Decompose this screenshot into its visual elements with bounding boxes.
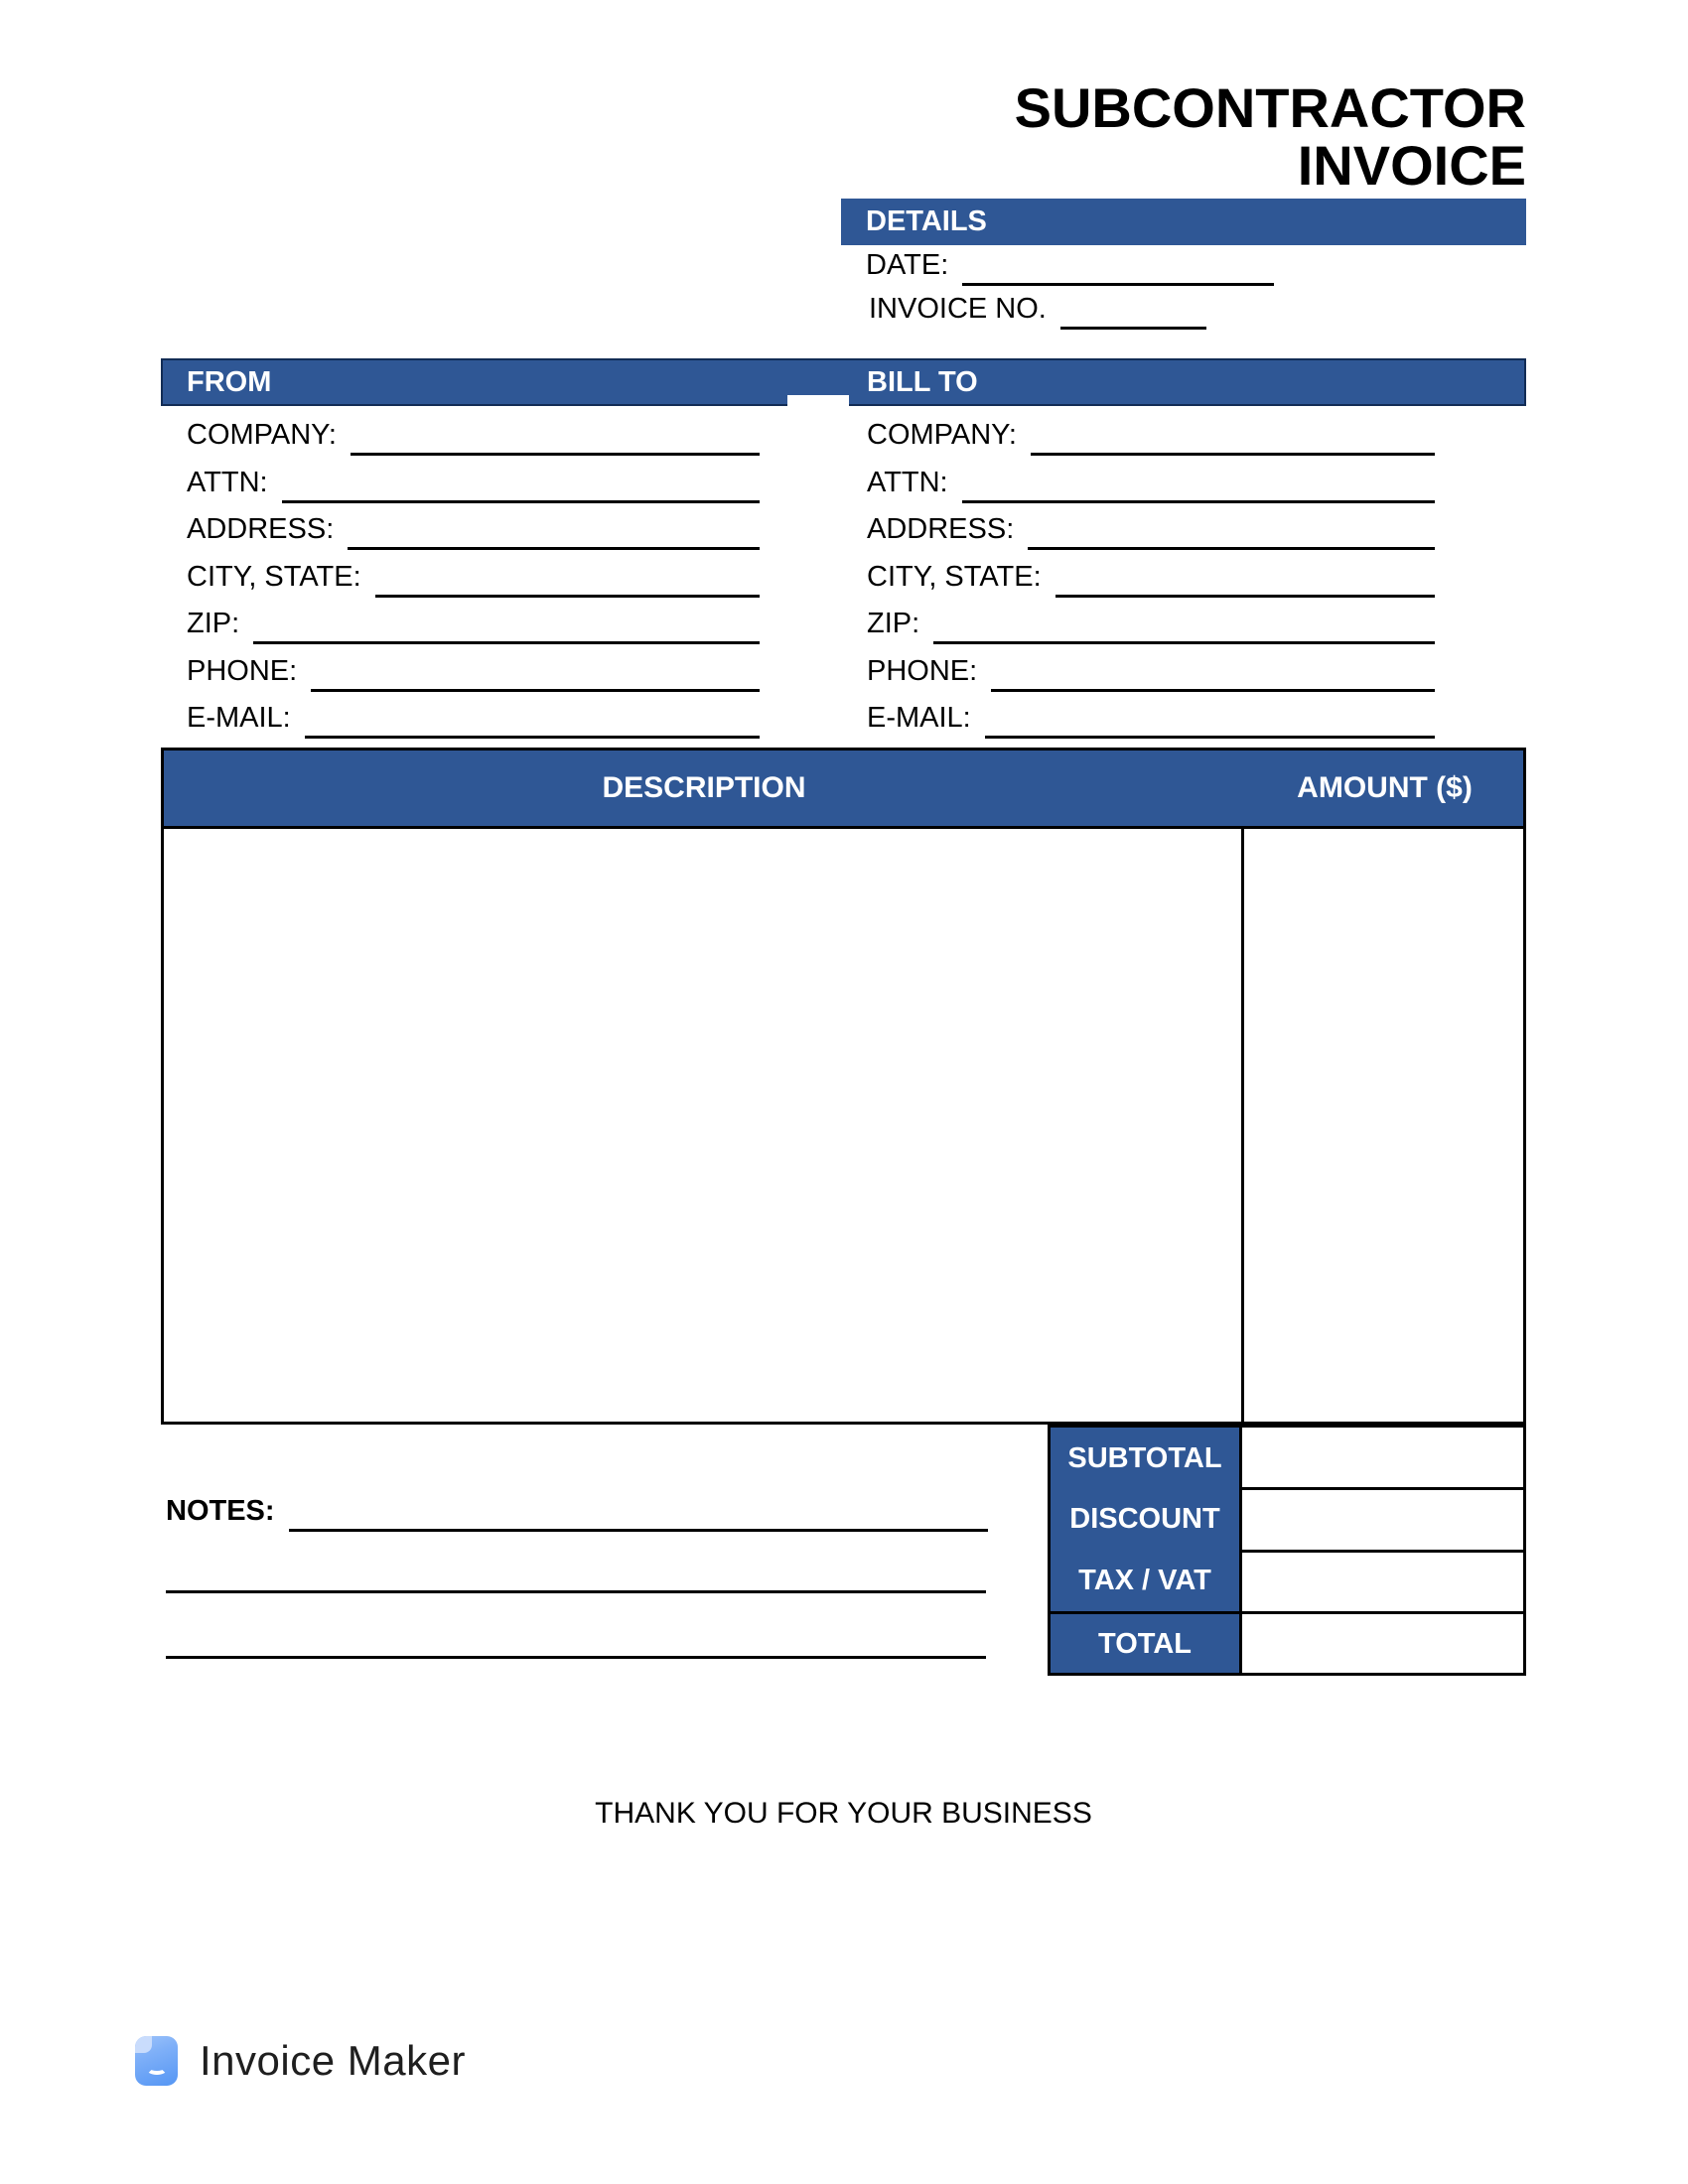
notes-label: NOTES: — [166, 1495, 275, 1527]
billto-field-row-city-state — [867, 554, 1435, 598]
thank-you-message: THANK YOU FOR YOUR BUSINESS — [595, 1797, 1092, 1830]
from-header-label: FROM — [187, 366, 272, 398]
description-column-header: DESCRIPTION — [602, 771, 806, 804]
date-label: DATE: — [866, 249, 949, 281]
items-table-header — [161, 748, 1526, 829]
total-amount-cell — [1239, 1611, 1526, 1676]
invoice-maker-logo-icon — [135, 2036, 178, 2086]
page-title — [1014, 76, 1526, 197]
invoice-no-value-line — [1060, 287, 1206, 330]
logo-smile-icon — [146, 2063, 167, 2075]
billto-field-row-zip — [867, 601, 1435, 644]
from-phone-label: PHONE: — [187, 655, 298, 687]
items-table-body — [161, 826, 1526, 1425]
from-attn-line — [282, 457, 760, 503]
notes-line-2 — [166, 1590, 986, 1593]
billto-company-line — [1031, 409, 1435, 456]
from-field-row-email — [187, 695, 760, 739]
billto-field-row-phone — [867, 648, 1435, 692]
date-value-line — [962, 243, 1274, 286]
invoice-no-label: INVOICE NO. — [869, 293, 1047, 325]
from-address-label: ADDRESS: — [187, 513, 335, 545]
from-field-row-zip — [187, 601, 760, 644]
billto-city-state-line — [1055, 551, 1435, 598]
from-field-row-phone — [187, 648, 760, 692]
subtotal-amount-cell — [1239, 1425, 1526, 1490]
brand-footer — [135, 2035, 466, 2087]
from-address-line — [348, 503, 760, 550]
tax-vat-label: TAX / VAT — [1078, 1565, 1211, 1597]
notes-line-1 — [289, 1489, 988, 1532]
details-header-label: DETAILS — [866, 205, 987, 237]
billto-field-row-company — [867, 412, 1435, 456]
summary-labels-block — [1048, 1425, 1242, 1614]
billto-address-label: ADDRESS: — [867, 513, 1015, 545]
header-bar-gap — [787, 395, 849, 409]
from-company-label: COMPANY: — [187, 419, 337, 451]
billto-field-row-email — [867, 695, 1435, 739]
discount-label: DISCOUNT — [1069, 1503, 1220, 1536]
from-city-state-label: CITY, STATE: — [187, 561, 361, 593]
billto-attn-label: ATTN: — [867, 467, 948, 498]
from-zip-label: ZIP: — [187, 608, 240, 639]
details-header-bar — [841, 199, 1526, 245]
date-row — [866, 246, 1274, 286]
billto-company-label: COMPANY: — [867, 419, 1017, 451]
items-column-divider — [1241, 829, 1244, 1422]
billto-field-row-address — [867, 506, 1435, 550]
billto-header-label: BILL TO — [867, 366, 978, 398]
from-zip-line — [253, 598, 760, 644]
subtotal-label: SUBTOTAL — [1067, 1441, 1222, 1474]
from-field-row-company — [187, 412, 760, 456]
billto-attn-line — [962, 457, 1435, 503]
title-line-1: SUBCONTRACTOR — [1014, 76, 1526, 139]
amount-column-header: AMOUNT ($) — [1297, 771, 1473, 804]
from-field-row-address — [187, 506, 760, 550]
billto-email-label: E-MAIL: — [867, 702, 971, 734]
total-label-cell: TOTAL — [1048, 1611, 1242, 1676]
billto-phone-line — [991, 645, 1435, 692]
billto-phone-label: PHONE: — [867, 655, 978, 687]
billto-zip-label: ZIP: — [867, 608, 920, 639]
billto-zip-line — [933, 598, 1435, 644]
title-line-2: INVOICE — [1297, 134, 1526, 197]
discount-amount-cell — [1239, 1487, 1526, 1553]
brand-name: Invoice Maker — [200, 2037, 466, 2084]
billto-city-state-label: CITY, STATE: — [867, 561, 1042, 593]
notes-line-3 — [166, 1656, 986, 1659]
tax-vat-amount-cell — [1239, 1550, 1526, 1614]
from-field-row-attn — [187, 460, 760, 503]
from-phone-line — [311, 645, 760, 692]
billto-email-line — [985, 692, 1435, 739]
billto-field-row-attn — [867, 460, 1435, 503]
from-attn-label: ATTN: — [187, 467, 268, 498]
from-company-line — [351, 409, 760, 456]
invoice-no-row — [869, 290, 1206, 330]
notes-row — [166, 1492, 988, 1532]
billto-address-line — [1028, 503, 1435, 550]
logo-fold-corner — [135, 2036, 152, 2053]
from-email-line — [305, 692, 760, 739]
from-city-state-line — [375, 551, 760, 598]
from-field-row-city-state — [187, 554, 760, 598]
from-email-label: E-MAIL: — [187, 702, 291, 734]
